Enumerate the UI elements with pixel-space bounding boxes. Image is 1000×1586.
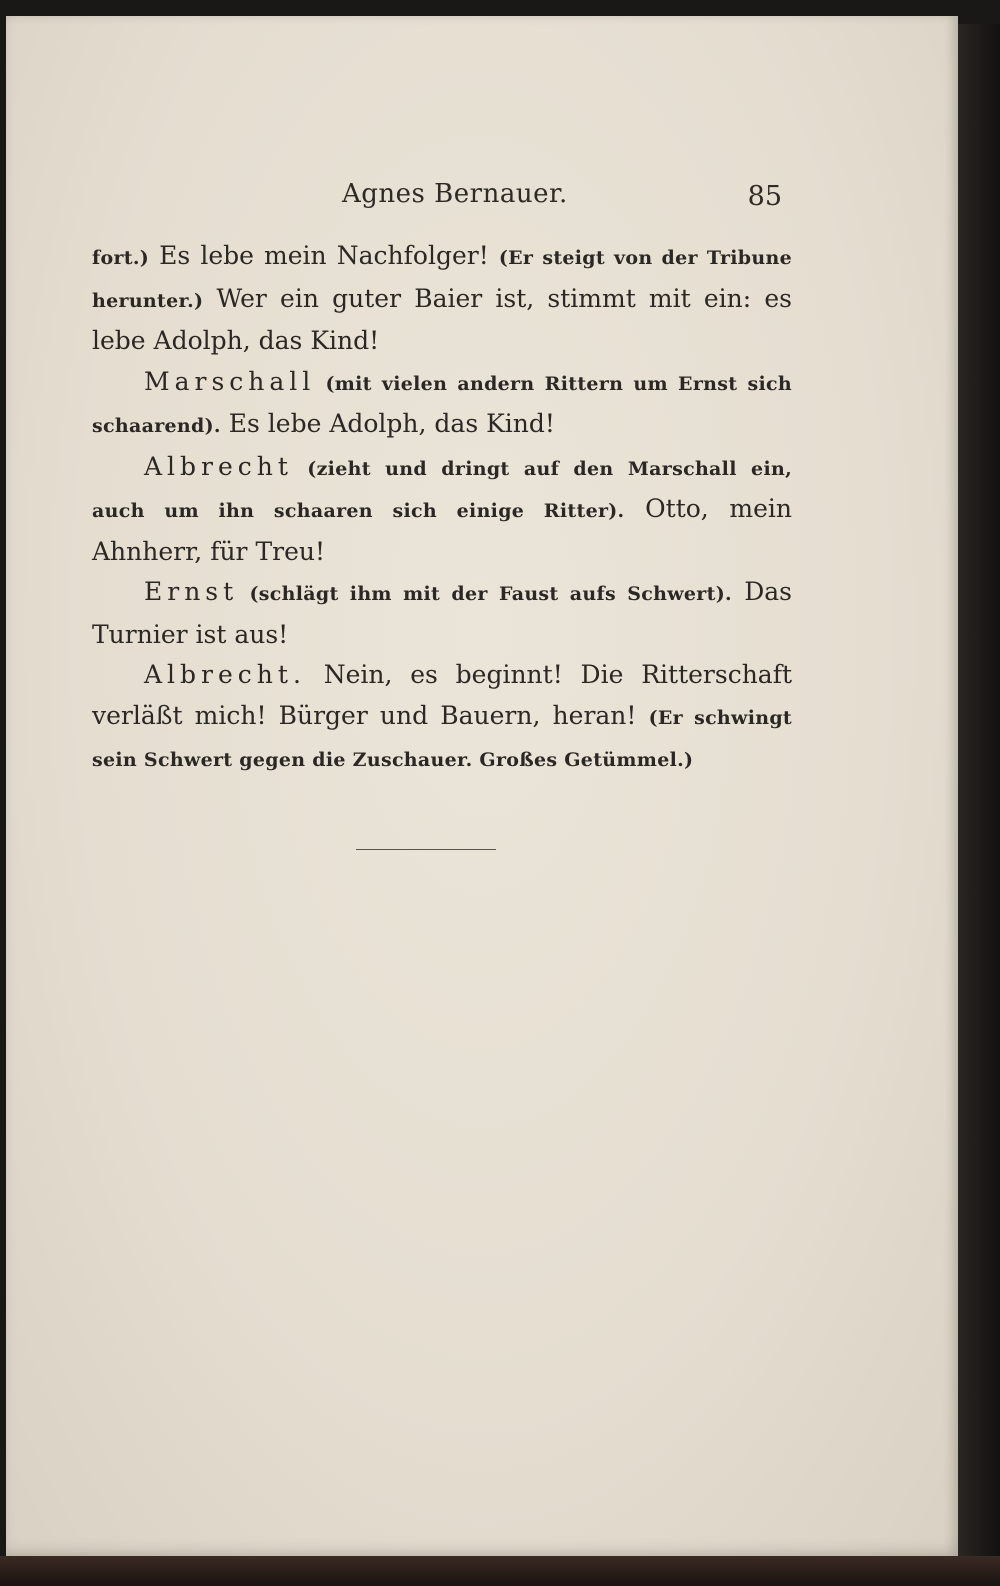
dialogue-text: Es lebe mein Nachfolger!: [149, 241, 499, 270]
running-title: Agnes Bernauer.: [342, 179, 568, 209]
dialogue-text: Otto, mein Ahnherr, für Treu!: [92, 494, 793, 566]
stage-direction: (Er steigt von der Tribune herunter.): [92, 247, 792, 312]
stage-direction: (schlägt ihm mit der Faust aufs Schwert).: [238, 583, 732, 605]
dialogue-text: Es lebe Adolph, das Kind!: [220, 409, 555, 438]
speaker-name: Marschall: [144, 366, 316, 396]
page-header: [92, 175, 792, 215]
dialogue-text: Nein, es beginnt! Die Ritterschaft verläßt mich! Bürger und Bauern, heran!: [92, 660, 792, 730]
speaker-name: Ernst: [144, 577, 239, 606]
paragraph: [92, 655, 792, 781]
body-text: [92, 236, 792, 781]
stage-direction: (Er schwingt sein Schwert gegen die Zuschauer. Großes Getümmel.): [92, 706, 792, 771]
book-edge-bottom: [0, 1556, 1000, 1586]
paragraph: [92, 572, 792, 655]
book-edge-right: [958, 24, 1000, 1564]
speaker-name: Albrecht.: [144, 660, 306, 689]
stage-direction: fort.): [92, 247, 150, 269]
paragraph: [92, 236, 792, 362]
speaker-name: Albrecht: [144, 451, 293, 481]
stage-direction: (zieht und dringt auf den Marschall ein, auch um ihn schaaren sich einige Ritter).: [92, 457, 792, 522]
dialogue-text: Das Turnier ist aus!: [92, 577, 792, 649]
end-rule: [356, 849, 496, 850]
paragraph: [92, 447, 792, 573]
paragraph: [92, 362, 792, 447]
page-number: 85: [747, 181, 782, 212]
dialogue-text: Wer ein guter Baier ist, stimmt mit ein: es lebe Adolph, das Kind!: [92, 283, 792, 355]
stage-direction: (mit vielen andern Rittern um Ernst sich schaarend).: [92, 372, 792, 437]
